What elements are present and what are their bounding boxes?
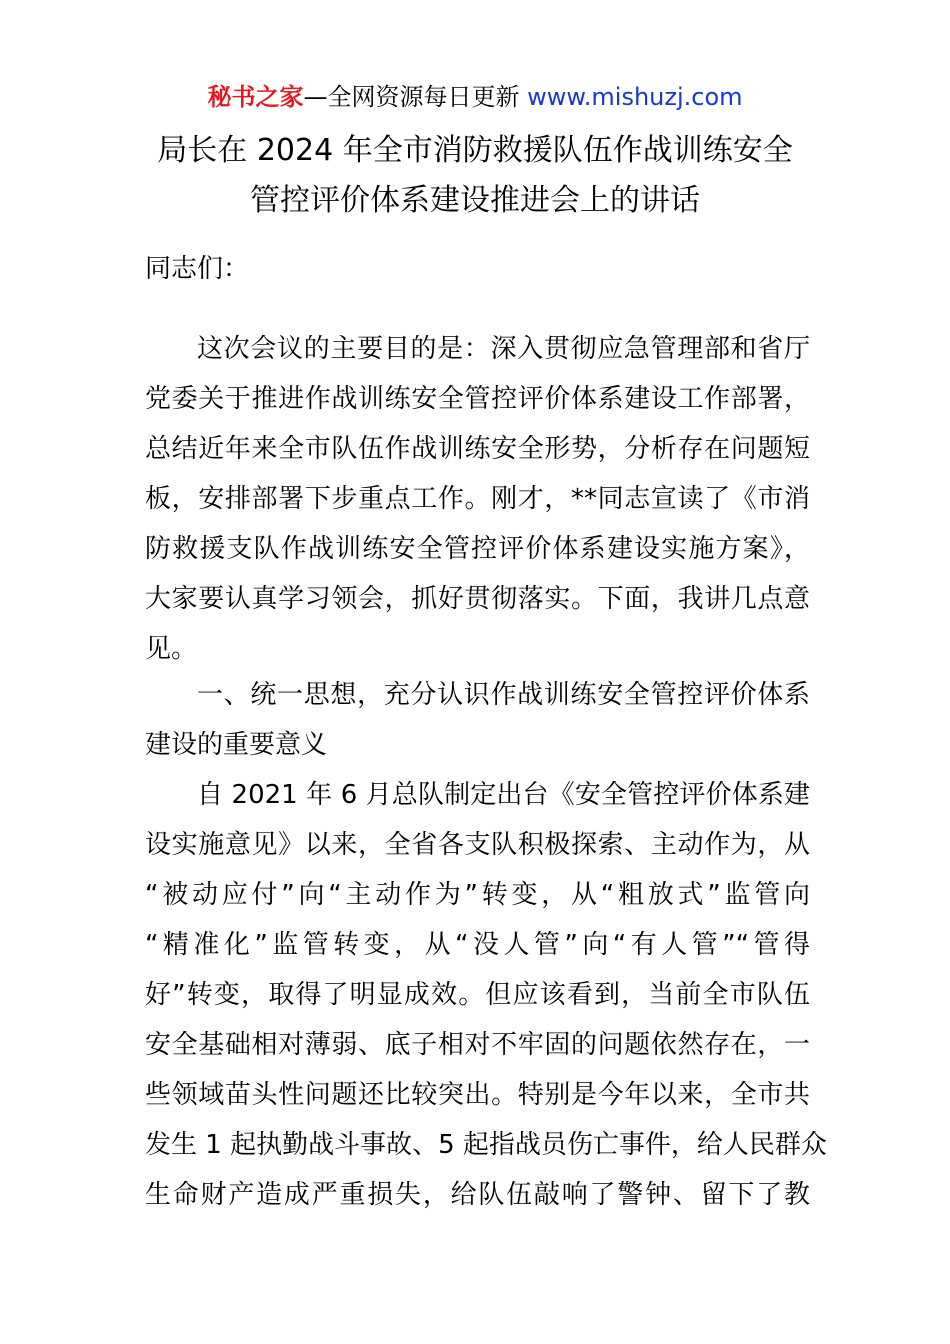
paragraph-intro [145, 324, 810, 674]
salutation [145, 244, 810, 294]
paragraph-line: 安全基础相对薄弱、底子相对不牢固的问题依然存在，一 [145, 1030, 810, 1060]
paragraph-line: 党委关于推进作战训练安全管控评价体系建设工作部署， [145, 384, 810, 414]
title-line: 管控评价体系建设推进会上的讲话 [250, 183, 700, 218]
paragraph-line: 见。 [145, 634, 198, 664]
paragraph-section-1 [145, 770, 827, 1220]
paragraph-line: 生命财产造成严重损失，给队伍敲响了警钟、留下了教 [145, 1180, 810, 1210]
site-url-link[interactable]: www.mishuzj.com [527, 83, 743, 111]
paragraph-line: 自 2021 年 6 月总队制定出台《安全管控评价体系建 [197, 780, 810, 810]
paragraph-line: 这次会议的主要目的是：深入贯彻应急管理部和省厅 [197, 334, 810, 364]
paragraph-line: 大家要认真学习领会，抓好贯彻落实。下面，我讲几点意 [145, 584, 810, 614]
paragraph-line: 发生 1 起执勤战斗事故、5 起指战员伤亡事件，给人民群众 [145, 1130, 827, 1160]
salutation-text: 同志们： [145, 254, 250, 284]
paragraph-line: “被动应付”向“主动作为”转变，从“粗放式”监管向 [145, 880, 810, 910]
heading-line: 建设的重要意义 [145, 730, 328, 760]
document-title [60, 126, 890, 226]
heading-line: 一、统一思想，充分认识作战训练安全管控评价体系 [197, 680, 810, 710]
site-brand: 秘书之家 [207, 83, 304, 111]
section-heading-1 [145, 670, 810, 770]
site-slogan: —全网资源每日更新 [303, 83, 520, 111]
site-banner [0, 80, 950, 114]
paragraph-line: 板，安排部署下步重点工作。刚才，**同志宣读了《市消 [145, 484, 810, 514]
paragraph-line: 些领域苗头性问题还比较突出。特别是今年以来，全市共 [145, 1080, 810, 1110]
paragraph-line: 好”转变，取得了明显成效。但应该看到，当前全市队伍 [145, 980, 810, 1010]
paragraph-line: 防救援支队作战训练安全管控评价体系建设实施方案》， [145, 534, 810, 564]
paragraph-line: 设实施意见》以来，全省各支队积极探索、主动作为，从 [145, 830, 810, 860]
paragraph-line: 总结近年来全市队伍作战训练安全形势，分析存在问题短 [145, 434, 810, 464]
paragraph-line: “精准化”监管转变，从“没人管”向“有人管”“管得 [145, 930, 810, 960]
title-line: 局长在 2024 年全市消防救援队伍作战训练安全 [157, 133, 793, 168]
